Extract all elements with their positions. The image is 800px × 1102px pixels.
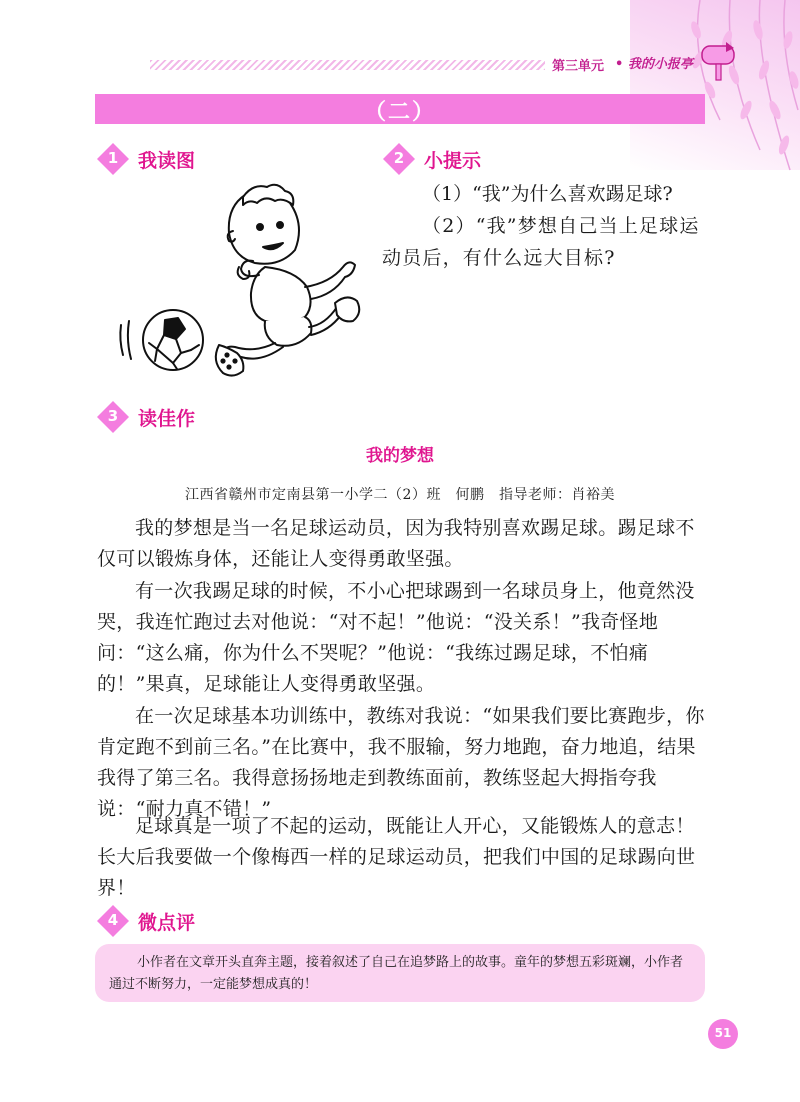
section-number-badge	[96, 400, 130, 434]
essay-paragraph-2: 有一次我踢足球的时候，不小心把球踢到一名球员身上，他竟然没哭，我连忙跑过去对他说：“对不起！”他说：“没关系！”我奇怪地问：“这么痛，你为什么不哭呢？”他说：“我练过踢足球，不怕痛的！”果真，足球能让人变得勇敢坚强。	[97, 580, 695, 695]
section-number: 1	[107, 149, 119, 167]
section-title: 读佳作	[138, 407, 196, 430]
boy-kicking-football-illustration	[115, 175, 370, 390]
section-title: 我读图	[138, 149, 196, 172]
essay-paragraph-4: 足球真是一项了不起的运动，既能让人开心，又能锻炼人的意志！长大后我要做一个像梅西一样的足球运动员，把我们中国的足球踢向世界！	[97, 815, 696, 899]
essay-byline: 江西省赣州市定南县第一小学二（2）班 何鹏 指导老师：肖裕美	[185, 487, 615, 503]
section-number-badge	[382, 142, 416, 176]
brand-separator: •	[615, 57, 624, 72]
section-heading-tips	[382, 142, 481, 176]
essay-title: 我的梦想	[366, 446, 434, 466]
section-number: 4	[107, 911, 119, 929]
hint-2: （2）“我”梦想自己当上足球运动员后，有什么远大目标?	[382, 215, 700, 269]
brand-name: 我的小报亭	[627, 57, 693, 72]
section-heading-comment	[96, 904, 195, 938]
page-number: 51	[714, 1026, 732, 1040]
section-number-badge	[96, 142, 130, 176]
comment-box	[95, 944, 705, 1002]
section-number: 3	[107, 407, 119, 425]
essay-paragraph-3: 在一次足球基本功训练中，教练对我说：“如果我们要比赛跑步，你肯定跑不到前三名。”在比赛中，我不服输，努力地跑，奋力地追，结果我得了第三名。我得意扬扬地走到教练面前，教练竖起大拇指夸我说：“耐力真不错！”	[97, 705, 705, 820]
section-title: 微点评	[138, 911, 196, 934]
mailbox-icon	[696, 36, 742, 82]
page-number-badge	[708, 1019, 738, 1049]
section-title: 小提示	[424, 149, 482, 172]
header-strip	[150, 60, 545, 70]
essay-paragraph-1: 我的梦想是当一名足球运动员，因为我特别喜欢踢足球。踢足球不仅可以锻炼身体，还能让人变得勇敢坚强。	[97, 517, 695, 570]
unit-label: 第三单元	[552, 59, 605, 74]
willow-branch-icon	[627, 0, 800, 180]
section-number-badge	[96, 904, 130, 938]
section-heading-read-essay	[96, 400, 195, 434]
brand-label	[615, 53, 693, 72]
section-number: 2	[393, 149, 405, 167]
section-heading-read-picture	[96, 142, 195, 176]
section-banner	[95, 94, 705, 124]
banner-title: （二）	[363, 100, 436, 125]
comment-text: 小作者在文章开头直奔主题，接着叙述了自己在追梦路上的故事。童年的梦想五彩斑斓，小作者通过不断努力，一定能梦想成真的！	[109, 955, 684, 992]
hint-1: （1）“我”为什么喜欢踢足球?	[422, 183, 673, 205]
